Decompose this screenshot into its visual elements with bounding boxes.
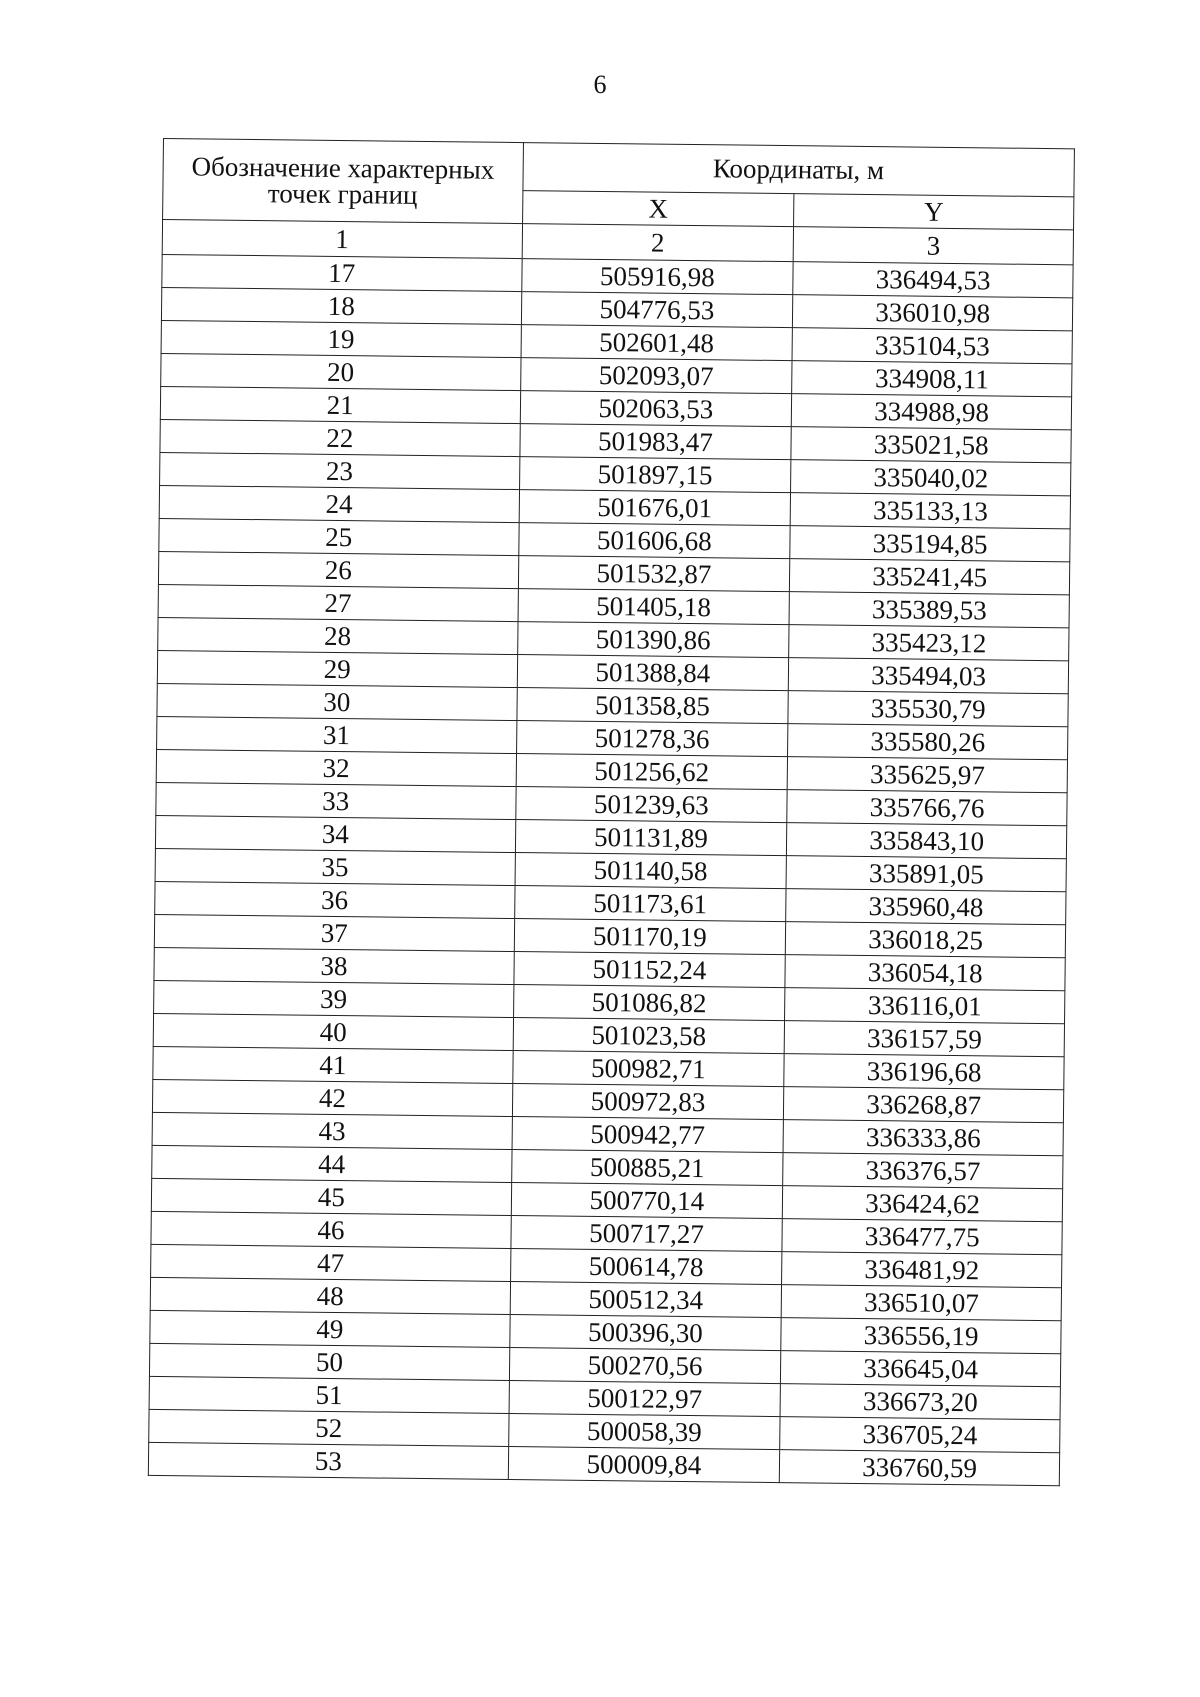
y-coordinate-cell: 335040,02 (791, 460, 1071, 496)
x-coordinate-cell: 501140,58 (515, 853, 787, 889)
page-number: 6 (593, 70, 607, 99)
header-col2-number: 2 (522, 224, 794, 262)
point-number-cell: 24 (159, 485, 519, 522)
point-number-cell: 49 (150, 1310, 510, 1347)
x-coordinate-cell: 501388,84 (517, 655, 789, 691)
x-coordinate-cell: 504776,53 (521, 292, 793, 328)
x-coordinate-cell: 501086,82 (513, 985, 785, 1021)
x-coordinate-cell: 501983,47 (520, 424, 792, 460)
x-coordinate-cell: 501256,62 (516, 754, 788, 790)
y-coordinate-cell: 335580,26 (788, 724, 1068, 760)
point-number-cell: 43 (152, 1112, 512, 1149)
y-coordinate-cell: 335530,79 (788, 691, 1068, 727)
point-number-cell: 32 (156, 749, 516, 786)
x-coordinate-cell: 501390,86 (517, 622, 789, 658)
x-coordinate-cell: 501606,68 (518, 523, 790, 559)
point-number-cell: 50 (149, 1343, 509, 1380)
y-coordinate-cell: 334908,11 (792, 361, 1072, 397)
x-coordinate-cell: 500885,21 (511, 1150, 783, 1186)
x-coordinate-cell: 500614,78 (510, 1249, 782, 1285)
header-designation: Обозначение характерных точек границ (163, 139, 523, 224)
y-coordinate-cell: 335494,03 (789, 658, 1069, 694)
x-coordinate-cell: 501173,61 (514, 886, 786, 922)
point-number-cell: 48 (150, 1277, 510, 1314)
x-coordinate-cell: 500512,34 (510, 1282, 782, 1318)
y-coordinate-cell: 335194,85 (790, 526, 1070, 562)
y-coordinate-cell: 336018,25 (786, 922, 1066, 958)
x-coordinate-cell: 501676,01 (519, 490, 791, 526)
y-coordinate-cell: 336333,86 (783, 1120, 1063, 1156)
point-number-cell: 18 (161, 287, 521, 324)
y-coordinate-cell: 335625,97 (787, 757, 1067, 793)
x-coordinate-cell: 500770,14 (511, 1183, 783, 1219)
x-coordinate-cell: 501023,58 (513, 1018, 785, 1054)
x-coordinate-cell: 500942,77 (512, 1117, 784, 1153)
y-coordinate-cell: 335960,48 (786, 889, 1066, 925)
x-coordinate-cell: 505916,98 (521, 259, 793, 295)
x-coordinate-cell: 501170,19 (514, 919, 786, 955)
point-number-cell: 52 (149, 1409, 509, 1446)
x-coordinate-cell: 501278,36 (516, 721, 788, 757)
point-number-cell: 19 (161, 320, 521, 357)
point-number-cell: 36 (155, 881, 515, 918)
header-col3-number: 3 (793, 227, 1073, 265)
y-coordinate-cell: 336010,98 (793, 295, 1073, 331)
y-coordinate-cell: 336760,59 (780, 1450, 1060, 1486)
x-coordinate-cell: 500396,30 (509, 1315, 781, 1351)
y-coordinate-cell: 335423,12 (789, 625, 1069, 661)
point-number-cell: 31 (157, 716, 517, 753)
table-body (148, 254, 1073, 1485)
y-coordinate-cell: 335766,76 (787, 790, 1067, 826)
x-coordinate-cell: 500122,97 (509, 1381, 781, 1417)
point-number-cell: 46 (151, 1211, 511, 1248)
x-coordinate-cell: 501532,87 (518, 556, 790, 592)
point-number-cell: 35 (155, 848, 515, 885)
point-number-cell: 34 (155, 815, 515, 852)
point-number-cell: 39 (154, 980, 514, 1017)
point-number-cell: 51 (149, 1376, 509, 1413)
x-coordinate-cell: 500058,39 (508, 1414, 780, 1450)
point-number-cell: 37 (154, 914, 514, 951)
x-coordinate-cell: 502093,07 (520, 358, 792, 394)
point-number-cell: 47 (151, 1244, 511, 1281)
coordinates-table (148, 138, 1075, 1486)
x-coordinate-cell: 500982,71 (512, 1051, 784, 1087)
point-number-cell: 21 (160, 386, 520, 423)
x-coordinate-cell: 500270,56 (509, 1348, 781, 1384)
point-number-cell: 38 (154, 947, 514, 984)
x-coordinate-cell: 501239,63 (515, 787, 787, 823)
point-number-cell: 27 (158, 584, 518, 621)
y-coordinate-cell: 336116,01 (785, 988, 1065, 1024)
point-number-cell: 42 (152, 1079, 512, 1116)
y-coordinate-cell: 335241,45 (790, 559, 1070, 595)
point-number-cell: 53 (148, 1442, 508, 1479)
y-coordinate-cell: 336494,53 (793, 262, 1073, 298)
x-coordinate-cell: 501358,85 (517, 688, 789, 724)
point-number-cell: 30 (157, 683, 517, 720)
y-coordinate-cell: 336054,18 (785, 955, 1065, 991)
y-coordinate-cell: 336510,07 (781, 1285, 1061, 1321)
y-coordinate-cell: 336673,20 (780, 1384, 1060, 1420)
point-number-cell: 44 (152, 1145, 512, 1182)
y-coordinate-cell: 336376,57 (783, 1153, 1063, 1189)
x-coordinate-cell: 500009,84 (508, 1447, 780, 1483)
header-y: Y (794, 194, 1074, 230)
point-number-cell: 33 (156, 782, 516, 819)
point-number-cell: 20 (161, 353, 521, 390)
point-number-cell: 23 (160, 452, 520, 489)
point-number-cell: 22 (160, 419, 520, 456)
x-coordinate-cell: 500717,27 (511, 1216, 783, 1252)
y-coordinate-cell: 336705,24 (780, 1417, 1060, 1453)
header-coordinates: Координаты, м (523, 143, 1075, 197)
y-coordinate-cell: 336196,68 (784, 1054, 1064, 1090)
y-coordinate-cell: 336645,04 (781, 1351, 1061, 1387)
x-coordinate-cell: 501152,24 (514, 952, 786, 988)
x-coordinate-cell: 501131,89 (515, 820, 787, 856)
y-coordinate-cell: 335389,53 (789, 592, 1069, 628)
y-coordinate-cell: 336424,62 (783, 1186, 1063, 1222)
x-coordinate-cell: 501405,18 (518, 589, 790, 625)
point-number-cell: 45 (151, 1178, 511, 1215)
point-number-cell: 28 (158, 617, 518, 654)
y-coordinate-cell: 336556,19 (781, 1318, 1061, 1354)
y-coordinate-cell: 335133,13 (790, 493, 1070, 529)
x-coordinate-cell: 500972,83 (512, 1084, 784, 1120)
y-coordinate-cell: 335021,58 (791, 427, 1071, 463)
header-x: X (522, 191, 794, 227)
y-coordinate-cell: 335104,53 (792, 328, 1072, 364)
point-number-cell: 26 (158, 551, 518, 588)
y-coordinate-cell: 334988,98 (792, 394, 1072, 430)
point-number-cell: 41 (153, 1046, 513, 1083)
point-number-cell: 25 (159, 518, 519, 555)
point-number-cell: 29 (157, 650, 517, 687)
x-coordinate-cell: 502063,53 (520, 391, 792, 427)
y-coordinate-cell: 336477,75 (782, 1219, 1062, 1255)
y-coordinate-cell: 336157,59 (784, 1021, 1064, 1057)
y-coordinate-cell: 335843,10 (787, 823, 1067, 859)
x-coordinate-cell: 502601,48 (521, 325, 793, 361)
header-col1-number: 1 (162, 220, 522, 259)
y-coordinate-cell: 336268,87 (784, 1087, 1064, 1123)
y-coordinate-cell: 335891,05 (786, 856, 1066, 892)
point-number-cell: 17 (162, 254, 522, 291)
y-coordinate-cell: 336481,92 (782, 1252, 1062, 1288)
point-number-cell: 40 (153, 1013, 513, 1050)
x-coordinate-cell: 501897,15 (519, 457, 791, 493)
